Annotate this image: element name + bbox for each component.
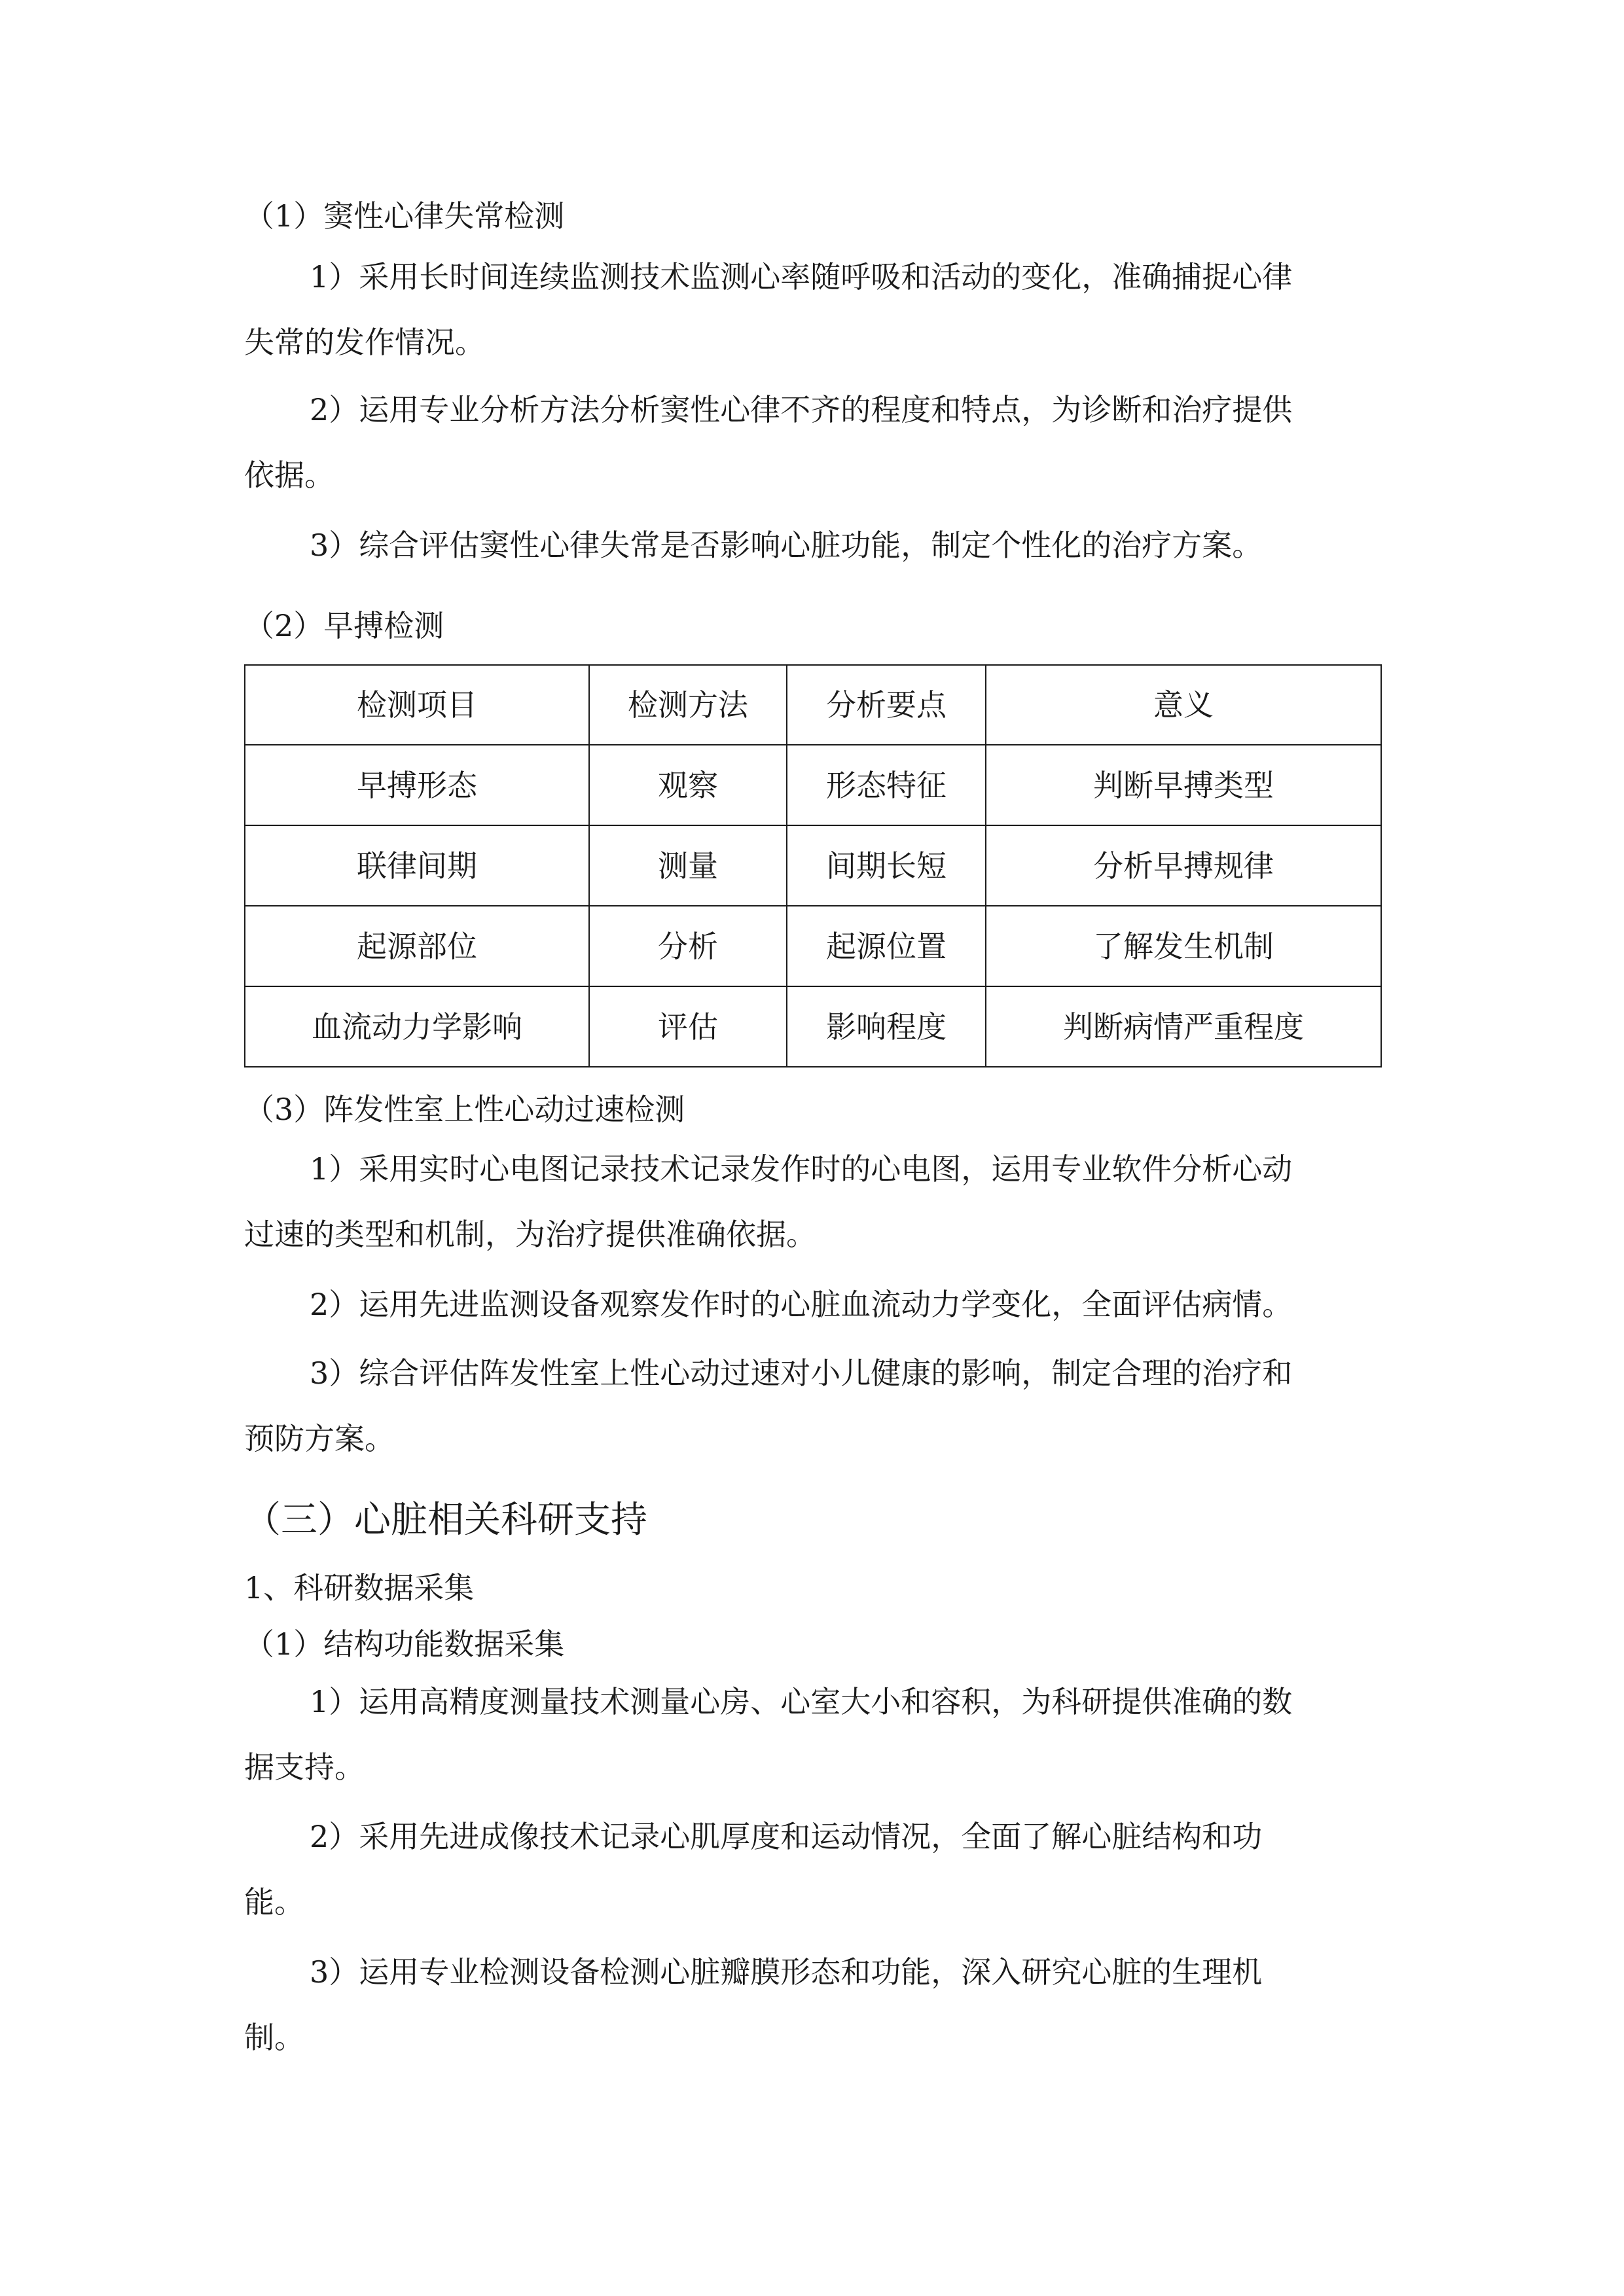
arrhythmia-paragraph-2-line-2: 依据。 xyxy=(244,457,334,493)
research-paragraph-2-line-2: 能。 xyxy=(244,1884,304,1920)
table-header-cell: 意义 xyxy=(986,665,1381,745)
research-paragraph-1-line-1: 1）运用高精度测量技术测量心房、心室大小和容积，为科研提供准确的数 xyxy=(310,1684,1293,1719)
research-sub-subheading: （1）结构功能数据采集 xyxy=(244,1626,565,1662)
premature-detection-table xyxy=(244,664,1382,1067)
table-cell: 评估 xyxy=(589,986,787,1067)
table-cell: 血流动力学影响 xyxy=(245,986,589,1067)
arrhythmia-paragraph-1-line-1: 1）采用长时间连续监测技术监测心率随呼吸和活动的变化，准确捕捉心律 xyxy=(310,259,1293,295)
table-cell: 了解发生机制 xyxy=(986,906,1381,986)
tachycardia-paragraph-3-line-1: 3）综合评估阵发性室上性心动过速对小儿健康的影响，制定合理的治疗和 xyxy=(310,1355,1293,1391)
table-cell: 形态特征 xyxy=(787,745,986,825)
table-cell: 判断早搏类型 xyxy=(986,745,1381,825)
table-cell: 观察 xyxy=(589,745,787,825)
table-header-row xyxy=(245,665,1381,745)
table-cell: 判断病情严重程度 xyxy=(986,986,1381,1067)
research-paragraph-1-line-2: 据支持。 xyxy=(244,1749,365,1785)
research-section-title: （三）心脏相关科研支持 xyxy=(244,1499,647,1541)
table-row xyxy=(245,986,1381,1067)
research-paragraph-3-line-1: 3）运用专业检测设备检测心脏瓣膜形态和功能，深入研究心脏的生理机 xyxy=(310,1954,1263,1990)
table-cell: 测量 xyxy=(589,825,787,906)
table-row xyxy=(245,825,1381,906)
tachycardia-paragraph-2-line-1: 2）运用先进监测设备观察发作时的心脏血流动力学变化，全面评估病情。 xyxy=(310,1287,1293,1322)
research-paragraph-2-line-1: 2）采用先进成像技术记录心肌厚度和运动情况，全面了解心脏结构和功 xyxy=(310,1819,1263,1854)
arrhythmia-paragraph-2-line-1: 2）运用专业分析方法分析窦性心律不齐的程度和特点，为诊断和治疗提供 xyxy=(310,392,1293,427)
table-cell: 间期长短 xyxy=(787,825,986,906)
tachycardia-heading: （3）阵发性室上性心动过速检测 xyxy=(244,1092,685,1127)
table-cell: 起源位置 xyxy=(787,906,986,986)
table-header-cell: 分析要点 xyxy=(787,665,986,745)
table-cell: 影响程度 xyxy=(787,986,986,1067)
arrhythmia-paragraph-3-line-1: 3）综合评估窦性心律失常是否影响心脏功能，制定个性化的治疗方案。 xyxy=(310,528,1263,563)
table-header-cell: 检测方法 xyxy=(589,665,787,745)
arrhythmia-heading: （1）窦性心律失常检测 xyxy=(244,198,565,234)
arrhythmia-paragraph-1-line-2: 失常的发作情况。 xyxy=(244,325,485,360)
research-paragraph-3-line-2: 制。 xyxy=(244,2020,304,2055)
table-cell: 联律间期 xyxy=(245,825,589,906)
table-cell: 早搏形态 xyxy=(245,745,589,825)
table-cell: 分析 xyxy=(589,906,787,986)
tachycardia-paragraph-1-line-2: 过速的类型和机制，为治疗提供准确依据。 xyxy=(244,1217,816,1252)
tachycardia-paragraph-3-line-2: 预防方案。 xyxy=(244,1421,395,1456)
premature-heading: （2）早搏检测 xyxy=(244,608,444,643)
table-row xyxy=(245,745,1381,825)
table-cell: 起源部位 xyxy=(245,906,589,986)
table-row xyxy=(245,906,1381,986)
table-header-cell: 检测项目 xyxy=(245,665,589,745)
table-cell: 分析早搏规律 xyxy=(986,825,1381,906)
tachycardia-paragraph-1-line-1: 1）采用实时心电图记录技术记录发作时的心电图，运用专业软件分析心动 xyxy=(310,1151,1293,1187)
research-subheading: 1、科研数据采集 xyxy=(244,1570,475,1605)
